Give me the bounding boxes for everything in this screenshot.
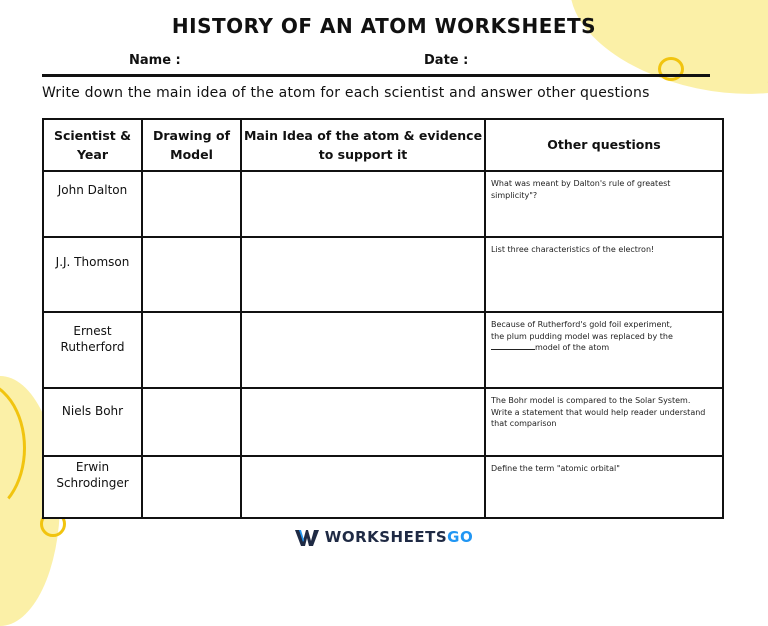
question-cell[interactable]: List three characteristics of the electron! bbox=[485, 237, 723, 312]
table-row bbox=[43, 237, 723, 312]
scientist-cell: Niels Bohr bbox=[43, 388, 142, 456]
date-label: Date : bbox=[424, 53, 469, 68]
header-main-idea: Main Idea of the atom & evidence to support it bbox=[241, 119, 485, 171]
main-idea-cell[interactable] bbox=[241, 388, 485, 456]
brand-name-part2: GO bbox=[447, 528, 474, 546]
brand-name-part1: WORKSHEETS bbox=[324, 528, 448, 546]
drawing-cell[interactable] bbox=[142, 456, 241, 518]
question-cell[interactable]: The Bohr model is compared to the Solar System. Write a statement that would help reader understand that comparison bbox=[485, 388, 723, 456]
main-idea-cell[interactable] bbox=[241, 312, 485, 388]
table-row bbox=[43, 456, 723, 518]
header-other-questions: Other questions bbox=[485, 119, 723, 171]
fill-in-blank[interactable] bbox=[491, 349, 535, 350]
header-drawing: Drawing of Model bbox=[142, 119, 241, 171]
drawing-cell[interactable] bbox=[142, 388, 241, 456]
scientist-cell: Ernest Rutherford bbox=[43, 312, 142, 388]
table-row bbox=[43, 312, 723, 388]
decorative-ring-small bbox=[658, 57, 684, 81]
main-idea-cell[interactable] bbox=[241, 456, 485, 518]
table-row bbox=[43, 388, 723, 456]
name-label: Name : bbox=[129, 53, 181, 68]
footer-brand bbox=[0, 528, 768, 546]
header-scientist: Scientist & Year bbox=[43, 119, 142, 171]
main-idea-cell[interactable] bbox=[241, 171, 485, 237]
scientist-cell: J.J. Thomson bbox=[43, 237, 142, 312]
page-title: HISTORY OF AN ATOM WORKSHEETS bbox=[171, 14, 597, 38]
question-cell[interactable]: Define the term "atomic orbital" bbox=[485, 456, 723, 518]
atom-worksheet-table bbox=[42, 118, 724, 519]
header-rule bbox=[42, 74, 710, 77]
drawing-cell[interactable] bbox=[142, 312, 241, 388]
w-logo-icon bbox=[295, 530, 319, 546]
instructions: Write down the main idea of the atom for each scientist and answer other questions bbox=[42, 85, 650, 101]
drawing-cell[interactable] bbox=[142, 171, 241, 237]
scientist-cell: John Dalton bbox=[43, 171, 142, 237]
question-cell[interactable]: What was meant by Dalton's rule of greatest simplicity"? bbox=[485, 171, 723, 237]
table-row bbox=[43, 171, 723, 237]
table-header-row bbox=[43, 119, 723, 171]
question-cell[interactable]: Because of Rutherford's gold foil experiment, the plum pudding model was replaced by the model of the atom bbox=[485, 312, 723, 388]
drawing-cell[interactable] bbox=[142, 237, 241, 312]
main-idea-cell[interactable] bbox=[241, 237, 485, 312]
scientist-cell: Erwin Schrodinger bbox=[43, 456, 142, 518]
